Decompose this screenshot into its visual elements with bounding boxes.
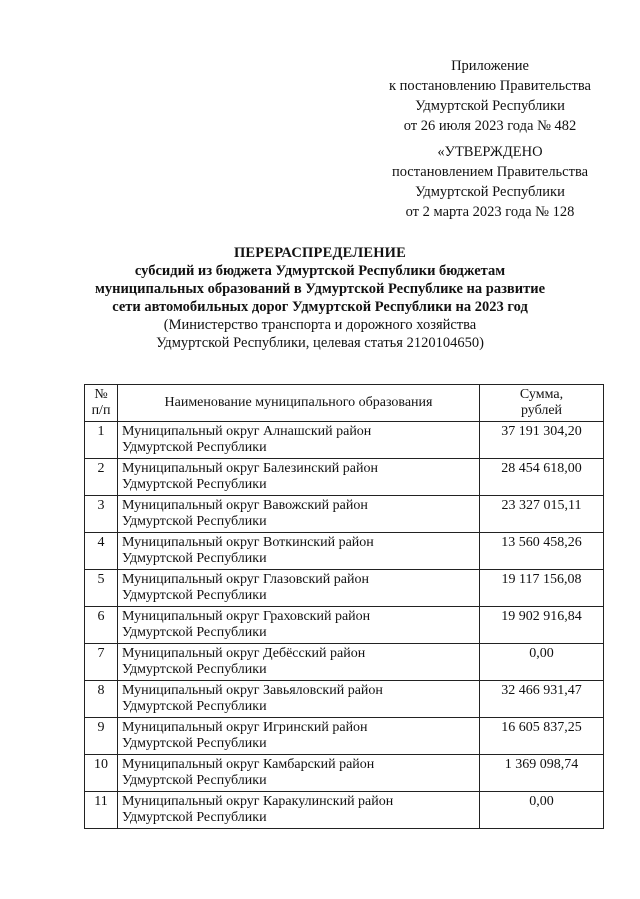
title-main: ПЕРЕРАСПРЕДЕЛЕНИЕ [233,245,407,261]
table-row [85,607,604,644]
subsidy-table [84,384,604,829]
row-sum: 28 454 618,00 [480,459,604,496]
row-name-line: Муниципальный округ Граховский район [122,609,371,624]
row-name [118,496,480,533]
header-sum [480,385,604,422]
appendix-line: Приложение [451,58,529,74]
row-name [118,755,480,792]
row-sum: 37 191 304,20 [480,422,604,459]
table-row [85,533,604,570]
document-title [60,244,580,352]
row-sum: 32 466 931,47 [480,681,604,718]
table-row [85,681,604,718]
row-sum: 19 117 156,08 [480,570,604,607]
row-num: 1 [85,422,118,459]
row-name-line: Удмуртской Республики [122,551,267,566]
header-sum-line: рублей [520,403,563,418]
row-name-line: Удмуртской Республики [122,736,267,751]
table-row [85,644,604,681]
header-num-line: п/п [91,403,111,418]
approved-line: Удмуртской Республики [415,184,565,200]
row-num: 8 [85,681,118,718]
row-sum: 0,00 [480,792,604,829]
row-name [118,570,480,607]
row-name-line: Муниципальный округ Алнашский район [122,424,372,439]
row-name-line: Удмуртской Республики [122,662,267,677]
row-name [118,718,480,755]
table-row [85,422,604,459]
row-name-line: Муниципальный округ Каракулинский район [122,794,394,809]
row-name-line: Муниципальный округ Вавожский район [122,498,368,513]
row-name-line: Удмуртской Республики [122,588,267,603]
row-name-line: Муниципальный округ Дебёсский район [122,646,366,661]
row-name [118,533,480,570]
title-line: сети автомобильных дорог Удмуртской Республики на 2023 год [112,299,528,315]
appendix-line: от 26 июля 2023 года № 482 [403,118,577,134]
row-name [118,459,480,496]
row-name [118,607,480,644]
row-sum: 1 369 098,74 [480,755,604,792]
row-num: 6 [85,607,118,644]
row-sum: 0,00 [480,644,604,681]
title-subline: Удмуртской Республики, целевая статья 2120104650) [156,335,484,351]
row-num: 2 [85,459,118,496]
row-sum: 19 902 916,84 [480,607,604,644]
row-num: 7 [85,644,118,681]
row-num: 11 [85,792,118,829]
title-line: муниципальных образований в Удмуртской Республике на развитие [94,281,546,297]
row-num: 10 [85,755,118,792]
table-row [85,792,604,829]
table-body [85,422,604,829]
row-num: 9 [85,718,118,755]
row-sum: 23 327 015,11 [480,496,604,533]
table-row [85,755,604,792]
appendix-line: к постановлению Правительства [389,78,591,94]
row-name-line: Муниципальный округ Глазовский район [122,572,369,587]
row-name [118,792,480,829]
row-name-line: Удмуртской Республики [122,699,267,714]
appendix-line: Удмуртской Республики [415,98,565,114]
header-sum-line: Сумма, [519,387,564,402]
row-name [118,644,480,681]
title-subline: (Министерство транспорта и дорожного хозяйства [163,317,477,333]
row-name-line: Удмуртской Республики [122,773,267,788]
row-name-line: Удмуртской Республики [122,514,267,529]
appendix-block [360,56,620,136]
table-header-row [85,385,604,422]
row-name-line: Муниципальный округ Камбарский район [122,757,375,772]
approved-line: постановлением Правительства [391,164,589,180]
row-name-line: Муниципальный округ Завьяловский район [122,683,383,698]
header-num [85,385,118,422]
row-num: 4 [85,533,118,570]
row-num: 5 [85,570,118,607]
table-row [85,459,604,496]
table-row [85,718,604,755]
row-name-line: Муниципальный округ Балезинский район [122,461,378,476]
table-row [85,496,604,533]
title-line: субсидий из бюджета Удмуртской Республики бюджетам [134,263,506,279]
header-name: Наименование муниципального образования [118,385,480,422]
header-num-line: № [94,387,108,402]
row-name-line: Муниципальный округ Воткинский район [122,535,374,550]
approved-line: «УТВЕРЖДЕНО [437,144,543,160]
row-sum: 16 605 837,25 [480,718,604,755]
row-name-line: Удмуртской Республики [122,477,267,492]
row-name [118,422,480,459]
row-num: 3 [85,496,118,533]
row-name [118,681,480,718]
row-sum: 13 560 458,26 [480,533,604,570]
row-name-line: Удмуртской Республики [122,810,267,825]
approved-block [360,142,620,222]
row-name-line: Удмуртской Республики [122,625,267,640]
table-row [85,570,604,607]
row-name-line: Удмуртской Республики [122,440,267,455]
row-name-line: Муниципальный округ Игринский район [122,720,368,735]
approved-line: от 2 марта 2023 года № 128 [405,204,575,220]
